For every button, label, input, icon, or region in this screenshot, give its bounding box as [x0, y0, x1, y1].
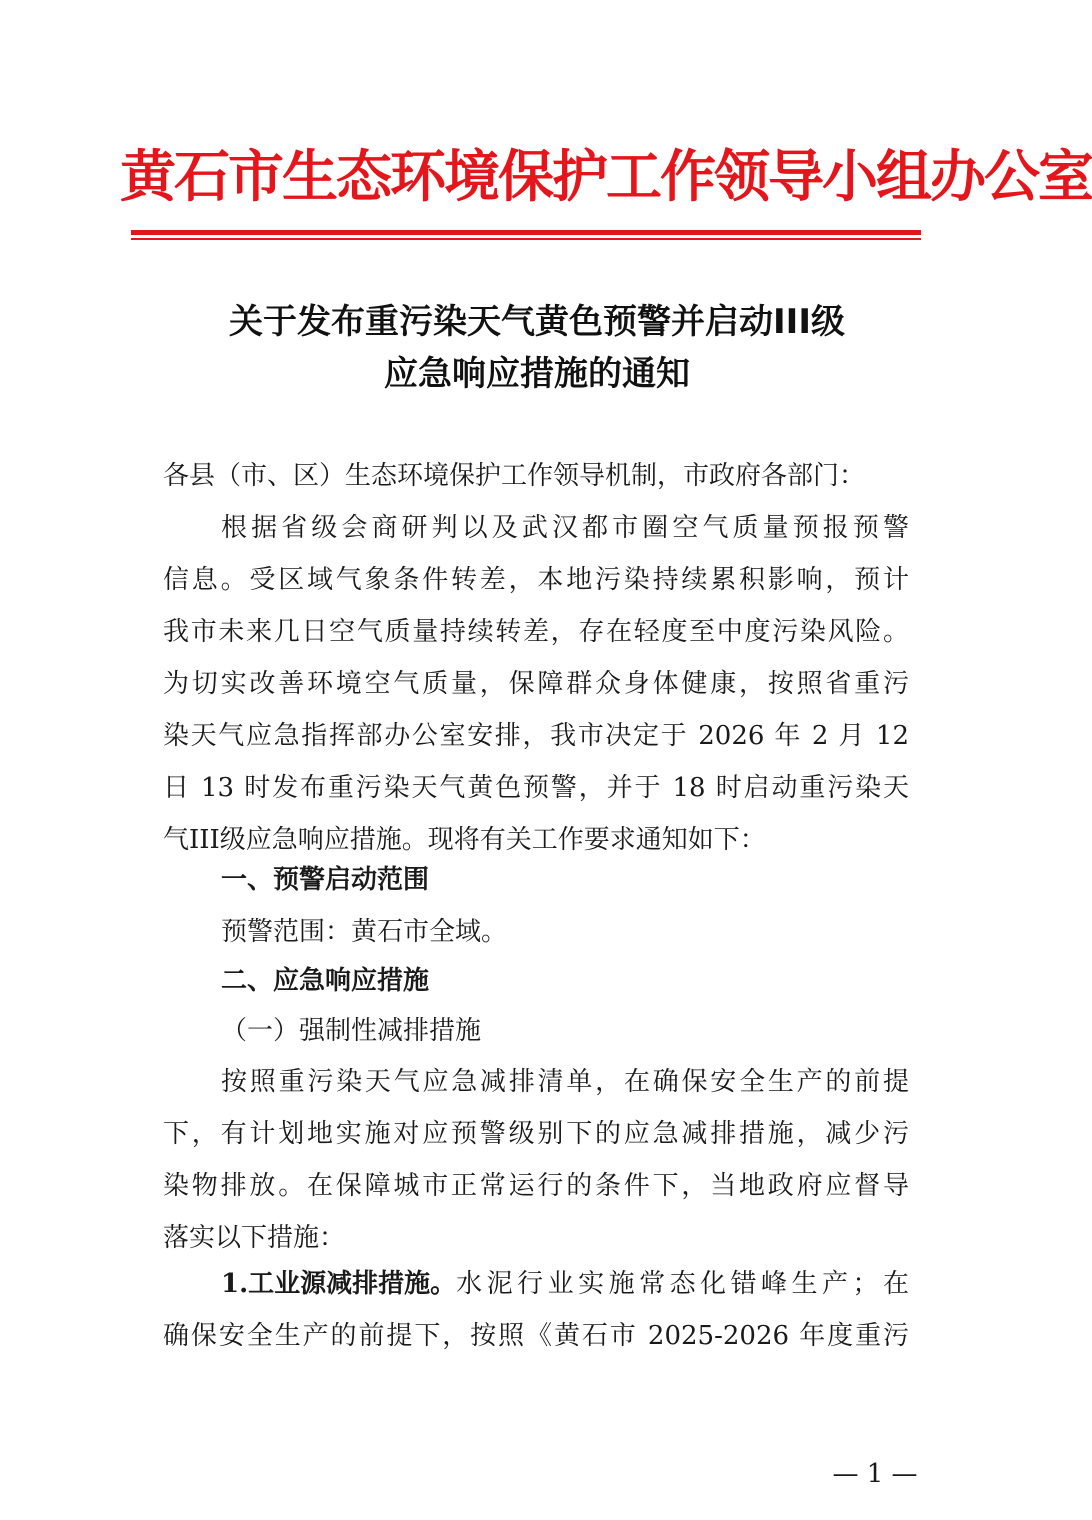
document-title-line-1: 关于发布重污染天气黄色预警并启动III级: [229, 302, 845, 342]
subsection-1-heading: （一）强制性减排措施: [221, 1016, 482, 1046]
item-1-label: 1.工业源减排措施。: [221, 1269, 457, 1299]
subsection-1-line-1: 按照重污染天气应急减排清单，在确保安全生产的前提: [221, 1067, 909, 1097]
salutation: 各县（市、区）生态环境保护工作领导机制，市政府各部门：: [163, 461, 866, 491]
intro-line-6: 日 13 时发布重污染天气黄色预警，并于 18 时启动重污染天: [163, 773, 909, 803]
intro-line-4: 为切实改善环境空气质量，保障群众身体健康，按照省重污: [163, 669, 909, 699]
item-1-line: [221, 1258, 909, 1310]
subsection-1-line-3: 染物排放。在保障城市正常运行的条件下，当地政府应督导: [163, 1171, 909, 1201]
intro-line-7: 气III级应急响应措施。现将有关工作要求通知如下：: [163, 825, 766, 855]
intro-line-2: 信息。受区域气象条件转差，本地污染持续累积影响，预计: [163, 565, 909, 595]
page-number: — 1 —: [832, 1459, 918, 1489]
subsection-1-line-2: 下，有计划地实施对应预警级别下的应急减排措施，减少污: [163, 1119, 909, 1149]
header-rule-thick: [131, 230, 921, 235]
header-rule-thin: [131, 238, 921, 240]
intro-line-5: 染天气应急指挥部办公室安排，我市决定于 2026 年 2 月 12: [163, 721, 909, 751]
item-1-text: 水泥行业实施常态化错峰生产；在: [456, 1269, 909, 1299]
intro-line-1: 根据省级会商研判以及武汉都市圈空气质量预报预警: [221, 513, 909, 543]
section-1-text: 预警范围：黄石市全域。: [221, 917, 508, 947]
intro-line-3: 我市未来几日空气质量持续转差，存在轻度至中度污染风险。: [163, 617, 909, 647]
section-2-heading: 二、应急响应措施: [221, 966, 430, 996]
item-1-continuation: 确保安全生产的前提下，按照《黄石市 2025-2026 年度重污: [163, 1321, 909, 1351]
section-1-heading: 一、预警启动范围: [221, 865, 430, 895]
issuing-office-header: 黄石市生态环境保护工作领导小组办公室: [120, 144, 1092, 210]
subsection-1-line-4: 落实以下措施：: [163, 1223, 346, 1253]
document-title-line-2: 应急响应措施的通知: [384, 354, 690, 394]
